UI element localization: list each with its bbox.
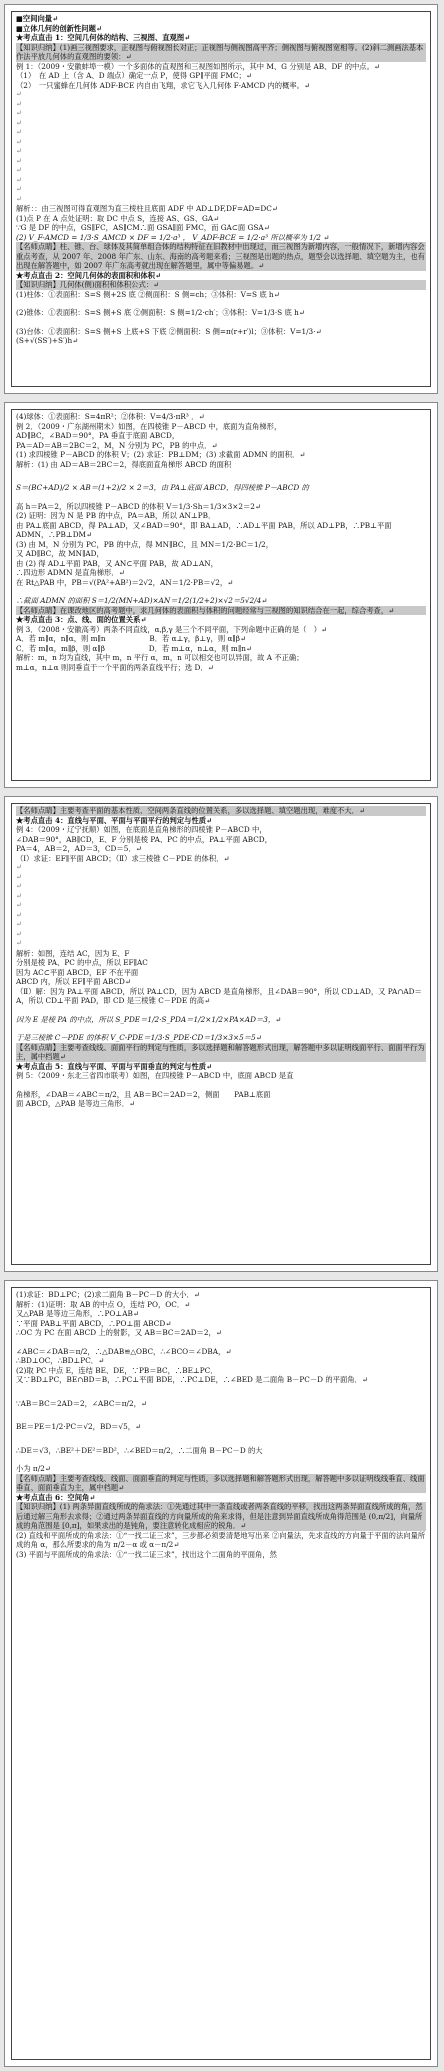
formula-line: 于是三棱锥 C－PDE 的体积 V_C-PDE＝1/3·S_PDE·CD＝1/3×3×5＝5↵: [16, 1033, 262, 1042]
text-line: （Ⅰ）求证：EF∥平面 ABCD；（Ⅱ）求三棱锥 C－PDE 的体积．↵: [16, 853, 230, 863]
formula-line: 因为 E 是棱 PA 的中点，所以 S_PDE＝1/2·S_PDA＝1/2×1/2×PA×AD＝3，↵: [16, 1014, 282, 1024]
example-text: 例 1：（2009・安徽蚌埠一模）一个多面体的直观图和三视图如图所示，其中 M、G 分别是 AB、DF 的中点。↵: [16, 61, 380, 71]
formula-line: (1)柱体：①表面积：S=S 侧+2S 底 ②侧面积：S 侧=ch；③体积：V=S 底 h↵: [16, 289, 280, 299]
section-heading: ★考点直击 1：空间几何体的结构、三视图、直观图↵: [16, 33, 191, 42]
text-line: (1)点 P 在 A 点处证明：取 DC 中点 S，连接 AS、GS、GA↵: [16, 213, 220, 223]
formula-line: ∵AB＝BC＝2AD＝2，∠ABC＝π/2，↵: [16, 1398, 148, 1408]
text-line: (3) 平面与平面所成的角求法：①“一找二证三求”，找出这个二面角的平面角，然: [16, 1549, 277, 1559]
blank-line: ↵: [16, 929, 22, 938]
knowledge-summary: 【知识归纳】(1)画三视图要求，正视图与俯视图长对正；正视图与侧视图高平齐；侧视图与俯视图宽相等。(2)斜二测画法基本作法平放几何体的直观图的要领：↵: [16, 43, 426, 62]
text-line: 解析：如图，连结 AC，因为 E、F: [16, 948, 130, 958]
text-line: AD∥BC，∠BAD＝90°，PA 垂直于底面 ABCD，: [16, 431, 180, 440]
text-line: 面 ABCD，△PAB 是等边三角形．↵: [16, 1099, 136, 1108]
text-line: 解析：(1)证明：取 AB 的中点 O，连结 PO，OC．↵: [16, 1299, 191, 1309]
text-line: ∴四边形 ADMN 是直角梯形．↵: [16, 568, 125, 577]
text-line: 解析：m，n 均为直线，其中 m，n 平行 α，m，n 可以相交也可以异面，故 A 不正确；: [16, 653, 304, 662]
teacher-comment: 【名师点睛】柱、锥、台、球体及其简单组合体的结构特征在旧教材中出现过，而三视图为新增内容，一般情况下，新增内容会重点考查，从 2007 年、2008 年广东、山东、海南的高考题来看；三视图是出题的热点，题型会以选择题、填空题为主，也有出现在解答题中，如 2007 年广东高考就出现在解答题里，属中等偏易题。↵: [16, 242, 425, 270]
page-4-frame: [11, 1287, 431, 2060]
text-line: ABCD 内，所以 EF∥平面 ABCD↵: [16, 977, 132, 986]
formula-line: 小为 π/2↵: [16, 1464, 51, 1473]
blank-line: ↵: [16, 863, 22, 871]
text-line: (2) 证明：因为 N 是 PB 的中点，PA＝AB，所以 AN⊥PB．: [16, 511, 216, 520]
blank-line: ↵: [16, 920, 22, 928]
text-line: （2） 一只蜜蜂在几何体 ADF-BCE 内自由飞翔，求它飞入几何体 F-AMCD 内的概率。↵: [16, 80, 311, 90]
document-page-2: [4, 402, 438, 788]
text-line: 又△PAB 是等边三角形，∴PO⊥AB↵: [16, 1309, 139, 1318]
document-page-4: [4, 1280, 438, 2067]
blank-line: ↵: [16, 156, 22, 165]
formula-line: (4)球体：①表面积：S=4πR²；②体积：V=4/3·πR³ ．↵: [16, 412, 205, 421]
text-line: 又∵BD⊥PC，BE∩BD＝B，∴PC⊥平面 BDE，∴PC⊥DE，∴∠BED 是二面角 B－PC－D 的平面角．↵: [16, 1375, 368, 1384]
teacher-comment: 【名师点睛】主要考查线线、线面、面面垂直的判定与性质，多以选择题和解答题形式出现，解答题中多以证明线线垂直、线面垂直、面面垂直为主，属中档题↵: [16, 1473, 425, 1492]
text-line: （Ⅱ）解：因为 PA⊥平面 ABCD，所以 PA⊥CD，因为 ABCD 是直角梯形，且∠DAB＝90°，所以 CD⊥AD，又 PA∩AD＝A，所以 CD⊥平面 PAD，即 CD 是三棱锥 C－PDE 的高↵: [16, 986, 422, 1005]
section-heading: ★考点直击 2：空间几何体的表面积和体积↵: [16, 270, 162, 280]
text-line: 又 AD∥BC，故 MN∥AD，: [16, 549, 104, 558]
formula-line: (S+√(SS′)+S′)h↵: [16, 336, 79, 345]
document-page-1: [4, 4, 438, 394]
text-line: ∵G 是 DF 的中点，GS∥FC，AS∥CM∴面 GSA∥面 FMC，而 GA⊂面 GSA↵: [16, 223, 270, 232]
blank-line: ↵: [16, 882, 22, 890]
formula-line: (3)台体：①表面积：S=S 侧+S 上底+S 下底 ②侧面积：S 侧=π(r+r′)l；③体积：V=1/3·↵: [16, 326, 322, 336]
knowledge-summary: 【知识归纳】几何体(侧)面积和体积公式：↵: [16, 280, 426, 290]
teacher-comment: 【名师点睛】主要考查平面的基本性质、空间两条直线的位置关系，多以选择题、填空题出现，难度不大．↵: [16, 806, 426, 816]
blank-line: ↵: [16, 901, 22, 909]
formula-line: (3) 由 M，N 分别为 PC，PB 的中点，得 MN∥BC，且 MN＝1/2·BC＝1/2，: [16, 539, 273, 549]
blank-line: ↵: [16, 891, 22, 900]
page-1-frame: [11, 11, 431, 387]
formula-line: ∴截面 ADMN 的面积 S＝1/2(MN+AD)×AN＝1/2(1/2+2)×√2＝5√2/4↵: [16, 596, 268, 605]
blank-line: ↵: [16, 872, 22, 881]
section-heading: ★考点直击 5：直线与平面、平面与平面垂直的判定与性质↵: [16, 1061, 213, 1071]
blank-line: ↵: [16, 99, 22, 108]
formula-line: 在 Rt△PAB 中，PB＝√(PA²+AB²)＝2√2，AN＝1/2·PB＝√2，↵: [16, 577, 234, 587]
formula-line: S＝(BC+AD)/2 × AB＝(1+2)/2 × 2＝3，由 PA⊥底面 ABCD，得四棱锥 P－ABCD 的: [16, 483, 309, 492]
blank-line: ↵: [16, 128, 22, 136]
text-line: ■立体几何的创新性问题↵: [16, 23, 102, 33]
text-line: ∴BD⊥OC，∴BD⊥PC．↵: [16, 1356, 105, 1365]
blank-line: ↵: [16, 109, 22, 117]
section-heading: ★考点直击 3：点、线、面的位置关系↵: [16, 615, 147, 624]
text-line: m⊥α，n⊥α 则同垂直于一个平面的两条直线平行；选 D．↵: [16, 662, 214, 672]
text-line: (2) 直线和平面所成的角求法：①“一找二证三求”，三步都必须要清楚地写出来 ②向量法，先求直线的方向量于平面的法向量所成的角 α，那么所要求的角为 π/2－α 或 α－π/2↵: [16, 1530, 426, 1549]
blank-line: ↵: [16, 90, 22, 98]
teacher-comment: 【名师点睛】在课改地区的高考题中，求几何体的表面积与体积的问题经常与三视图的知识结合在一起，综合考查，↵: [16, 606, 426, 616]
text-line: （1） 在 AD 上（含 A、D 端点）确定一点 P，使得 GP∥平面 FMC；↵: [16, 71, 252, 80]
text-line: 由 (2) 得 AD⊥平面 PAB，又 AN⊂平面 PAB，故 AD⊥AN，: [16, 558, 218, 568]
blank-line: ↵: [16, 118, 22, 127]
formula-line: (2)锥体：①表面积：S=S 侧+S 底 ②侧面积：S 侧=1/2·ch′；③体积：V=1/3·S 底 h↵: [16, 308, 305, 317]
text-line: PA＝AD＝AB＝2BC＝2，M，N 分别为 PC，PB 的中点．↵: [16, 440, 218, 450]
text-line: ∠DAB＝90°，AB∥CD，E、F 分别是棱 PA、PC 的中点，PA⊥平面 ABCD，: [16, 834, 272, 844]
blank-line: ↵: [16, 147, 22, 155]
text-line: 分别是棱 PA、PC 的中点，所以 EF∥AC: [16, 958, 148, 967]
blank-line: ↵: [16, 910, 22, 919]
formula-line: ∴DE＝√3，∴BE²＋DE²＝BD²，∴∠BED＝π/2，∴二面角 B－PC－D 的大: [16, 1445, 263, 1455]
formula-line: BE＝PE＝1/2·PC＝√2，BD＝√5，↵: [16, 1422, 142, 1431]
text-line: ∴OC 为 PC 在面 ABCD 上的射影，又 AB＝BC＝2AD＝2，↵: [16, 1328, 222, 1337]
blank-line: ↵: [16, 175, 22, 184]
text-line: ■空间向量↵: [16, 14, 59, 23]
section-heading: ★考点直击 6：空间角↵: [16, 1492, 96, 1502]
text-line: (2)取 PC 中点 E，连结 BE、DE，∵PB＝BC，∴BE⊥PC．: [16, 1365, 218, 1375]
text-line: (1) 求四棱锥 P－ABCD 的体积 V；(2) 求证：PB⊥DM；(3) 求截面 ADMN 的面积．↵: [16, 450, 306, 459]
formula-line: 高 h＝PA＝2，所以四棱锥 P－ABCD 的体积 V＝1/3·Sh＝1/3×3×2＝2↵: [16, 501, 262, 511]
example-text: 例 4：（2009・辽宁抚顺）如图，在底面是直角梯形的四棱锥 P－ABCD 中，: [16, 825, 267, 834]
blank-line: ↵: [16, 185, 22, 193]
document-page-3: [4, 796, 438, 1272]
text-line: 由 PA⊥底面 ABCD，得 PA⊥AD，又∠BAD＝90°，即 BA⊥AD，∴AD⊥平面 PAB，所以 AD⊥PB，∴PB⊥平面 ADMN，∴PB⊥DM↵: [16, 520, 392, 539]
option-line: C．若 m∥α，m∥β，则 α∥β D．若 m⊥α，n⊥α，则 m∥n↵: [16, 643, 253, 653]
formula-line: (2) V_F-AMCD = 1/3·S_AMCD × DF = 1/2·a³ ， V_ADF-BCE = 1/2·a³ 所以概率为 1/2 ↵: [16, 232, 330, 242]
blank-line: ↵: [16, 939, 22, 947]
blank-line: ↵: [16, 166, 22, 174]
formula-line: ∠ABC＝∠DAB＝π/2，∴△DAB≌△OBC，∴∠BCO＝∠DBA，↵: [16, 1346, 232, 1356]
teacher-comment: 【名师点睛】主要考查线线、面面平行的判定与性质，多以选择题和解答题形式出现，解答题中多以证明线面平行、面面平行为主，属中档题↵: [16, 1042, 425, 1061]
text-line: ∵平面 PAB⊥平面 ABCD，∴PO⊥面 ABCD↵: [16, 1318, 172, 1328]
example-text: 例 5：（2009・东北三省四市联考）如图，在四棱锥 P－ABCD 中，底面 ABCD 是直: [16, 1071, 294, 1080]
text-line: PA＝4，AB＝2，AD＝3，CD＝5．↵: [16, 844, 142, 853]
text-line: 因为 AC⊂平面 ABCD，EF 不在平面: [16, 967, 139, 977]
page-3-frame: [11, 803, 431, 1265]
text-line: 解析：：由三视图可得直观图为直三棱柱且底面 ADF 中 AD⊥DF,DF=AD=DC↵: [16, 204, 278, 213]
knowledge-summary: 【知识归纳】(1) 两条异面直线所成的角求法：①先通过其中一条直线或者两条直线的平移，找出这两条异面直线所成的角，然后通过解三角形去求得；②通过两条异面直线的方向量所成的角来求得，但是注意到异面直线所成角得范围是 (0,π/2]，向量所成的角范围是 [0,π]，如果求出的是钝角，要注意转化成相应的锐角．↵: [16, 1502, 426, 1531]
text-line: (1)求证：BD⊥PC；(2)求二面角 B－PC－D 的大小．↵: [16, 1290, 200, 1299]
text-line: 角梯形，∠DAB＝∠ABC＝π/2，且 AB＝BC＝2AD＝2，侧面 PAB⊥底面: [16, 1089, 271, 1099]
option-line: A．若 m∥α，n∥α，则 m∥n B．若 α⊥γ，β⊥γ，则 α∥β↵: [16, 634, 247, 643]
example-text: 例 2．（2009・广东湖州期末）如图，在四棱锥 P－ABCD 中，底面为直角梯形，: [16, 421, 282, 431]
example-text: 例 3．（2008・安徽高考）两条不同直线，α,β,γ 是三个不同平面，下列命题中正确的是（ ）↵: [16, 624, 328, 634]
blank-line: ↵: [16, 137, 22, 146]
text-line: 解析：(1) 由 AD＝AB＝2BC＝2，得底面直角梯形 ABCD 的面积: [16, 459, 232, 469]
blank-line: ↵: [16, 194, 22, 203]
section-heading: ★考点直击 4：直线与平面、平面与平面平行的判定与性质↵: [16, 815, 213, 825]
page-2-frame: [11, 409, 431, 781]
